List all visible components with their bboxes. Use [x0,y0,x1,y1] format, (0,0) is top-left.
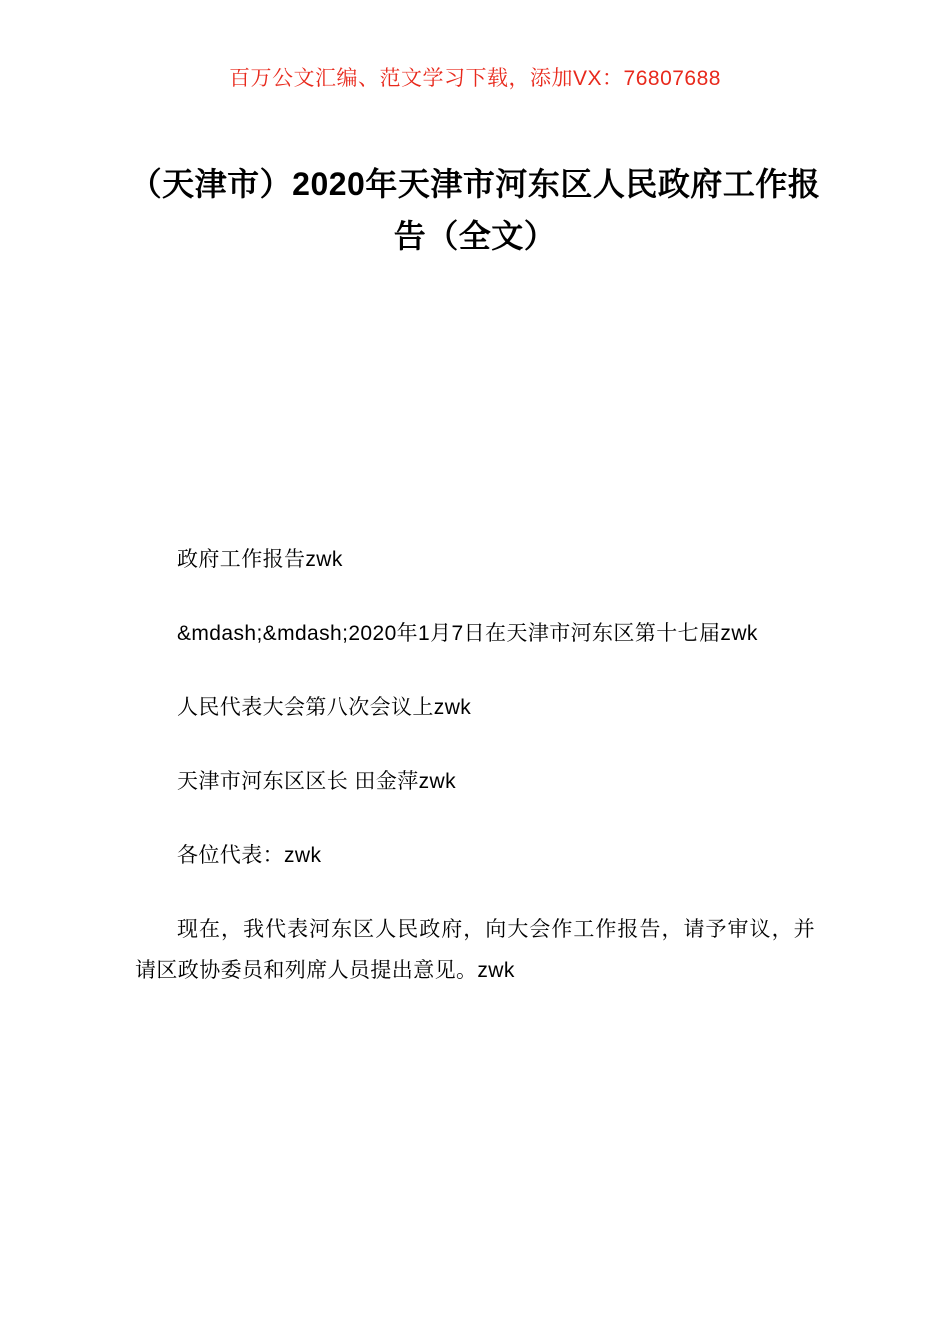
paragraph: &mdash;&mdash;2020年1月7日在天津市河东区第十七届zwk [177,621,758,645]
paragraph: 人民代表大会第八次会议上zwk [177,695,472,719]
paragraph: 各位代表：zwk [177,843,322,867]
paragraph: 天津市河东区区长 田金萍zwk [177,769,456,793]
paragraph: 现在，我代表河东区人民政府，向大会作工作报告，请予审议，并请区政协委员和列席人员提出意见。zwk [135,917,815,982]
document-body [135,540,815,992]
paragraph: 政府工作报告zwk [177,548,343,571]
page-title: （天津市）2020年天津市河东区人民政府工作报告（全文） [129,166,821,254]
promo-banner: 百万公文汇编、范文学习下载，添加VX：76807688 [229,67,721,90]
